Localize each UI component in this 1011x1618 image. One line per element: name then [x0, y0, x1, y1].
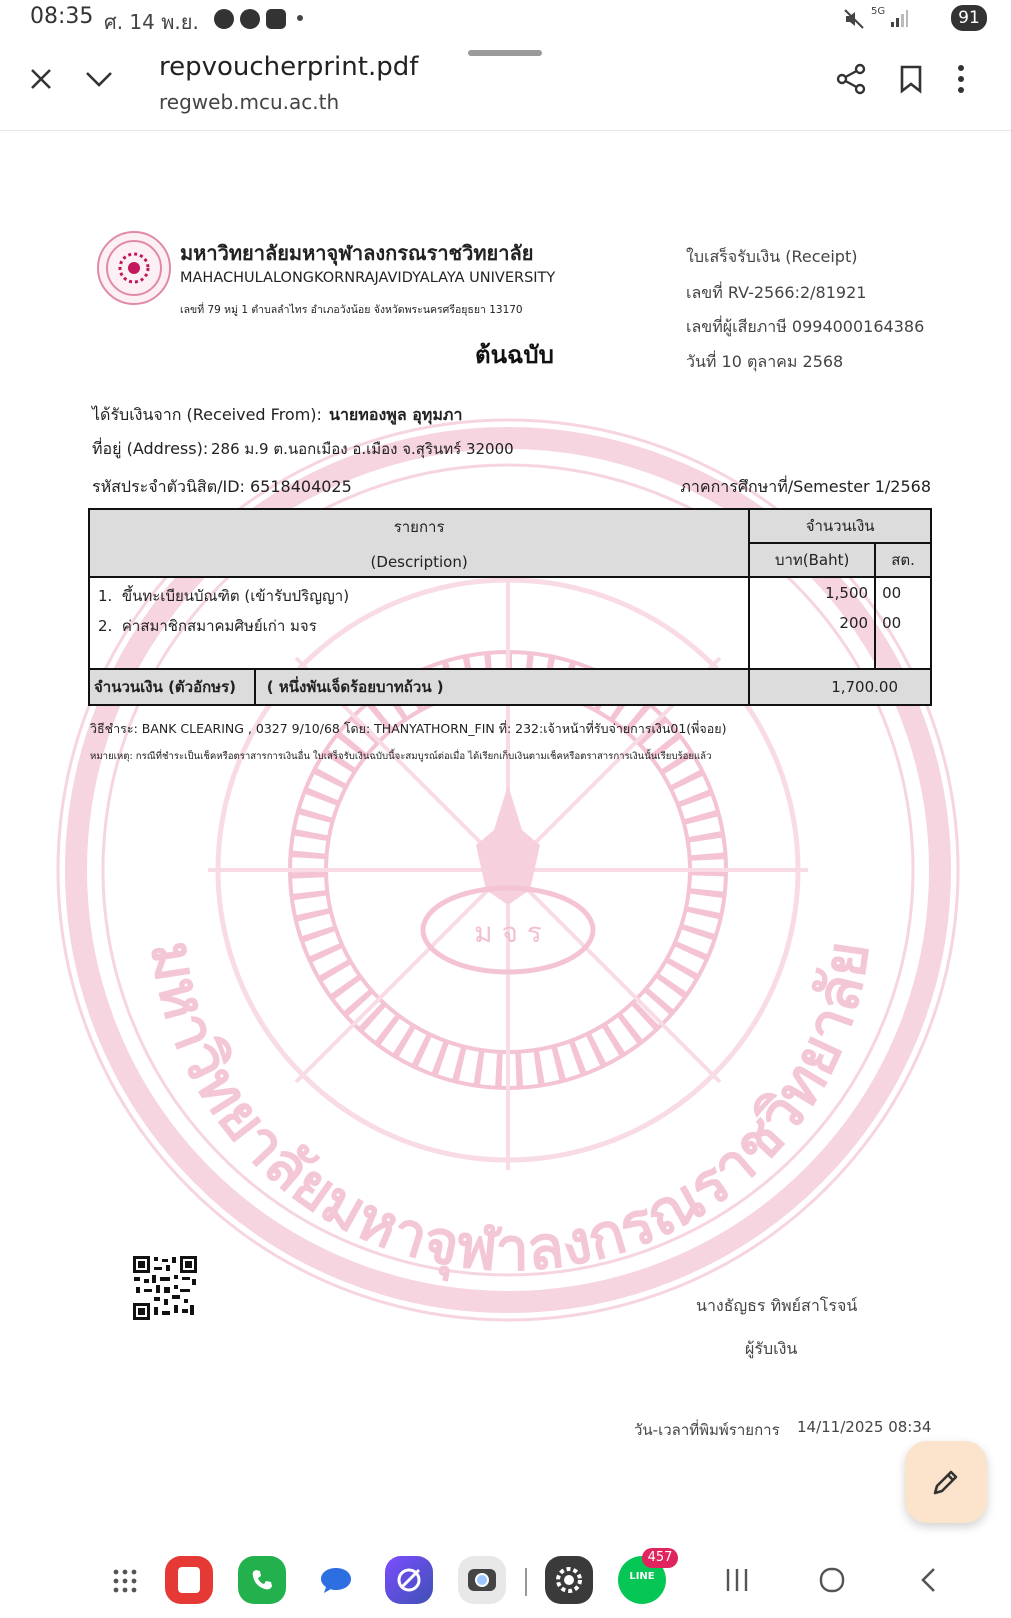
payment-note: หมายเหตุ: กรณีที่ชำระเป็นเช็คหรือตราสารการเงินอื่น ใบเสร็จรับเงินฉบับนี้จะสมบูรณ์ต่อเมื่อ ได้เรียกเก็บเงินตามเช็คหรือตราสารการเงินนั้นเรียบร้อยแล้ว — [90, 751, 712, 762]
tax-id: เลขที่ผู้เสียภาษี 0994000164386 — [686, 317, 925, 336]
status-time: 08:35 — [30, 4, 94, 29]
battery-indicator: 91 — [951, 5, 987, 31]
table-row — [98, 584, 740, 614]
status-bar — [0, 0, 1011, 38]
items-satang-column — [875, 577, 931, 669]
app-drawer-icon[interactable] — [112, 1568, 138, 1594]
description-header-thai: รายการ — [393, 518, 445, 536]
line-app-icon[interactable] — [618, 1550, 673, 1604]
drag-handle[interactable] — [468, 50, 542, 56]
qr-code — [132, 1255, 198, 1321]
watermark-initials: ม จ ร — [474, 916, 542, 949]
total-amount: 1,700.00 — [749, 669, 931, 705]
receipt-title: ใบเสร็จรับเงิน (Receipt) — [686, 247, 858, 266]
watermark-text: มหาวิทยาลัยมหาจุฬาลงกรณราชวิทยาลัย — [136, 936, 884, 1286]
phone-app-icon[interactable] — [238, 1556, 286, 1604]
items-descriptions — [89, 577, 749, 669]
taskbar-divider — [525, 1568, 527, 1596]
item-baht: 200 — [839, 614, 869, 632]
internet-app-icon[interactable] — [385, 1556, 433, 1604]
item-number: 2. — [98, 617, 113, 635]
taskbar — [0, 1540, 1011, 1618]
received-from-name: นายทองพูล อุทุมภา — [329, 405, 463, 424]
item-satang: 00 — [882, 614, 902, 632]
receipt-date: วันที่ 10 ตุลาคม 2568 — [686, 352, 844, 371]
share-icon[interactable] — [834, 62, 868, 96]
messenger-notification-icon — [240, 9, 260, 29]
total-words: ( หนึ่งพันเจ็ดร้อยบาทถ้วน ) — [266, 678, 444, 696]
university-name-english: MAHACHULALONGKORNRAJAVIDYALAYA UNIVERSITY — [180, 270, 556, 286]
table-row — [98, 614, 740, 644]
status-date: ศ. 14 พ.ย. — [104, 10, 199, 34]
signal-icon — [889, 8, 909, 28]
file-name: repvoucherprint.pdf — [159, 52, 419, 82]
mute-icon — [843, 8, 865, 30]
chevron-down-icon[interactable] — [84, 68, 114, 90]
university-name-thai: มหาวิทยาลัยมหาจุฬาลงกรณราชวิทยาลัย — [180, 241, 534, 265]
more-notifications-icon — [297, 15, 303, 21]
notification-badge: 457 — [642, 1548, 678, 1568]
items-body — [89, 577, 931, 669]
item-number: 1. — [98, 587, 113, 605]
receiver-name: นางธัญธร ทิพย์สาโรจน์ — [696, 1296, 858, 1315]
receiver-role: ผู้รับเงิน — [745, 1339, 798, 1358]
satang-header: สต. — [875, 543, 931, 577]
description-header — [89, 509, 749, 577]
university-logo — [96, 230, 172, 306]
settings-app-icon[interactable] — [545, 1556, 593, 1604]
address-label: ที่อยู่ (Address): — [92, 439, 209, 458]
amount-header: จำนวนเงิน — [749, 509, 931, 543]
camera-app-icon[interactable] — [458, 1556, 506, 1604]
address-value: 286 ม.9 ต.นอกเมือง อ.เมือง จ.สุรินทร์ 32000 — [211, 440, 514, 458]
home-icon[interactable] — [818, 1566, 846, 1594]
total-row — [89, 669, 931, 705]
print-time: 14/11/2025 08:34 — [797, 1418, 932, 1436]
pencil-icon — [930, 1466, 962, 1498]
item-baht: 1,500 — [825, 584, 869, 602]
recent-apps-icon[interactable] — [725, 1566, 749, 1594]
receipt-items-table — [88, 508, 932, 706]
received-from-label: ได้รับเงินจาก (Received From): — [92, 405, 322, 424]
line-notification-icon — [214, 9, 234, 29]
messages-app-icon[interactable] — [312, 1556, 360, 1604]
receipt-number: เลขที่ RV-2566:2/81921 — [686, 283, 867, 302]
print-time-label: วัน-เวลาที่พิมพ์รายการ — [634, 1421, 780, 1439]
back-icon[interactable] — [918, 1566, 938, 1594]
edit-button[interactable] — [905, 1441, 987, 1523]
original-copy-label: ต้นฉบับ — [475, 341, 554, 369]
payment-method: วิธีชำระ: BANK CLEARING , 0327 9/10/68 โดย: THANYATHORN_FIN ที่: 232:เจ้าหน้าที่รับจ่ายการเงิน01(พี่จอย) — [90, 721, 727, 736]
baht-header: บาท(Baht) — [749, 543, 875, 577]
network-type: 5G — [871, 6, 886, 17]
pdf-viewer-toolbar — [0, 38, 1011, 131]
item-satang: 00 — [882, 584, 902, 602]
total-words-cell — [89, 669, 749, 705]
description-header-english: (Description) — [370, 553, 468, 571]
bookmark-icon[interactable] — [898, 64, 924, 94]
item-description: ค่าสมาชิกสมาคมศิษย์เก่า มจร — [121, 617, 317, 635]
semester: ภาคการศึกษาที่/Semester 1/2568 — [680, 477, 931, 496]
university-address: เลขที่ 79 หมู่ 1 ตำบลลำไทร อำเภอวังน้อย จังหวัดพระนครศรีอยุธยา 13170 — [180, 304, 523, 316]
line-app-label: LINE — [629, 1571, 655, 1582]
more-options-icon[interactable] — [956, 64, 966, 94]
notes-app-icon[interactable] — [165, 1556, 213, 1604]
student-id: รหัสประจำตัวนิสิต/ID: 6518404025 — [92, 477, 352, 496]
items-baht-column — [749, 577, 875, 669]
youtube-notification-icon — [266, 9, 286, 29]
file-source-domain: regweb.mcu.ac.th — [159, 90, 340, 114]
item-description: ขึ้นทะเบียนบัณฑิต (เข้ารับปริญญา) — [121, 587, 350, 605]
close-icon[interactable] — [28, 66, 54, 92]
total-words-label: จำนวนเงิน (ตัวอักษร) — [90, 670, 256, 704]
